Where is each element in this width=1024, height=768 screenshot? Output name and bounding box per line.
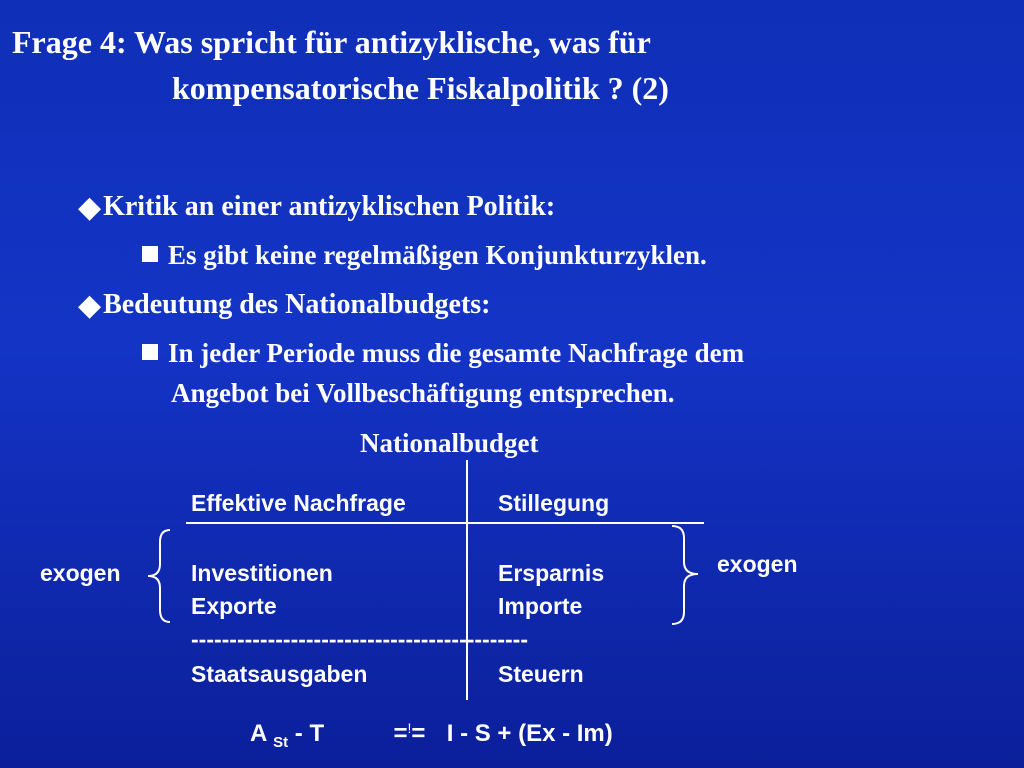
sub-bullet-no-cycles: [142, 240, 707, 271]
left-column-header: Effektive Nachfrage: [191, 490, 406, 516]
left-item-investitionen: Investitionen: [191, 560, 333, 586]
right-item-steuern: Steuern: [498, 661, 584, 687]
sub-bullet-no-cycles-label: Es gibt keine regelmäßigen Konjunkturzyklen.: [168, 240, 707, 270]
square-bullet-icon: [142, 246, 158, 262]
equation-eq-right: =: [411, 720, 426, 747]
equation: [250, 720, 613, 751]
right-item-ersparnis: Ersparnis: [498, 560, 605, 586]
sub-bullet-demand: [142, 338, 744, 369]
diamond-bullet-icon: ◆: [78, 289, 102, 322]
sub-bullet-demand-line-1: In jeder Periode muss die gesamte Nachfrage dem: [168, 338, 745, 368]
budget-vertical-divider: [466, 460, 468, 700]
slide-title-line-2: kompensatorische Fiskalpolitik ? (2): [172, 70, 669, 106]
equation-a-subscript: St: [273, 734, 289, 751]
left-item-exporte: Exporte: [191, 593, 277, 619]
right-exogen-label: exogen: [717, 551, 798, 577]
square-bullet-icon: [142, 344, 158, 360]
bullet-budget-importance-label: Bedeutung des Nationalbudgets:: [103, 289, 491, 320]
bullet-critique: [78, 190, 555, 225]
equation-rhs: I - S + (Ex - Im): [446, 720, 613, 747]
diamond-bullet-icon: ◆: [78, 191, 102, 224]
bullet-critique-label: Kritik an einer antizyklischen Politik:: [103, 191, 556, 222]
left-item-staatsausgaben: Staatsausgaben: [191, 661, 368, 687]
right-item-importe: Importe: [498, 593, 583, 619]
dashed-separator: --------------------------------------------: [191, 626, 529, 652]
equation-a: A: [250, 720, 267, 747]
equation-eq-left: =: [393, 720, 408, 747]
slide-title-line-1: Frage 4: Was spricht für antizyklische, was für: [12, 24, 651, 60]
right-column-header: Stillegung: [498, 490, 610, 516]
left-exogen-label: exogen: [40, 560, 121, 586]
equation-minus-t: - T: [294, 720, 325, 747]
left-brace-icon: [140, 528, 176, 624]
right-brace-icon: [668, 524, 708, 626]
bullet-budget-importance: [78, 288, 490, 323]
equation-exclamation: !: [407, 720, 412, 736]
budget-horizontal-divider: [186, 522, 704, 524]
sub-bullet-demand-line-2: Angebot bei Vollbeschäftigung entsprechen.: [171, 378, 675, 408]
budget-heading: Nationalbudget: [360, 428, 539, 458]
